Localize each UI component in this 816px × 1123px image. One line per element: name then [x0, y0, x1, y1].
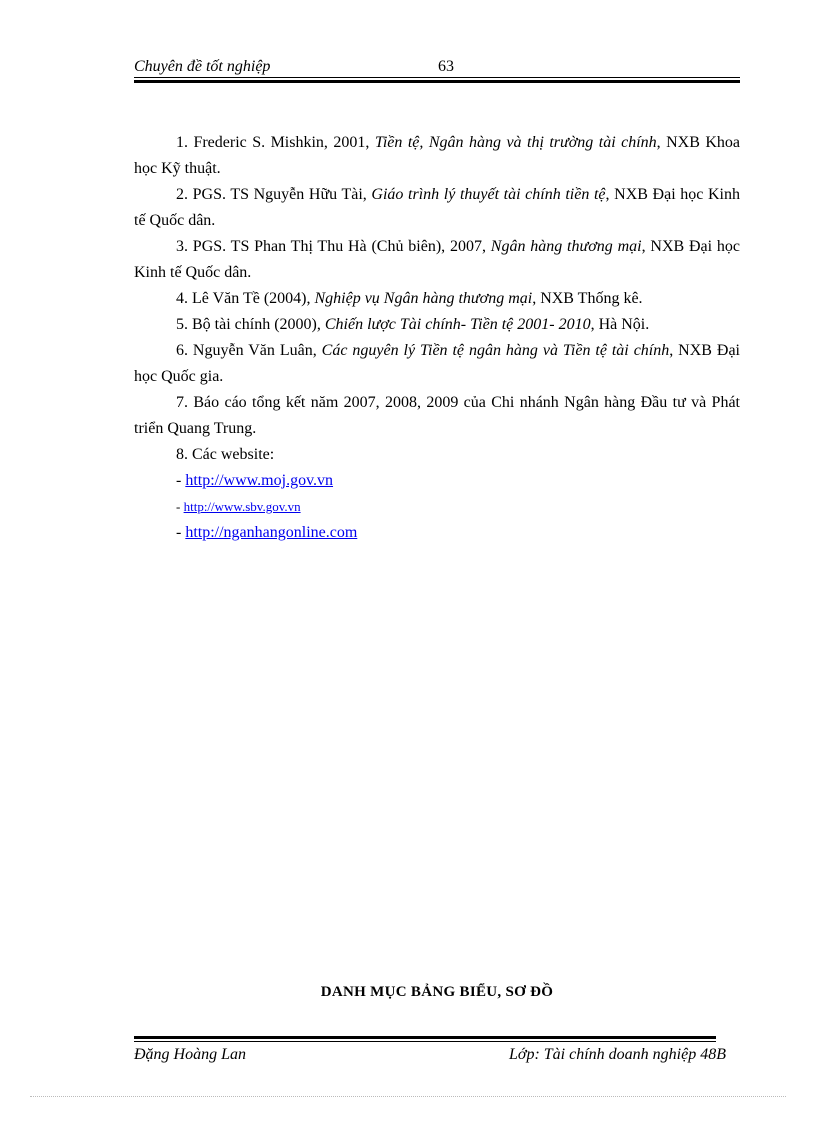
section-title: DANH MỤC BẢNG BIỂU, SƠ ĐỒ: [320, 984, 554, 1000]
website-item: - http://www.moj.gov.vn: [176, 472, 334, 489]
website-link[interactable]: http://www.sbv.gov.vn: [183, 499, 301, 514]
reference-item: 6. Nguyễn Văn Luân, Các nguyên lý Tiền tệ ngân hàng và Tiền tệ tài chính, NXB Đại học Quốc gia.: [134, 342, 741, 385]
website-item: - http://nganhangonline.com: [176, 524, 358, 541]
footer-rule-thin: [134, 1041, 716, 1042]
footer-rule-thick: [134, 1036, 716, 1039]
website-link[interactable]: http://nganhangonline.com: [185, 524, 358, 541]
reference-item: 8. Các website:: [176, 446, 275, 463]
header-rule-thin: [134, 77, 740, 78]
page-number: 63: [438, 58, 454, 75]
reference-item: 7. Báo cáo tổng kết năm 2007, 2008, 2009 của Chi nhánh Ngân hàng Đầu tư và Phát triển Quang Trung.: [134, 394, 740, 437]
document-title: Chuyên đề tốt nghiệp: [134, 58, 271, 75]
page-edge-divider: [30, 1096, 786, 1097]
page-header: [134, 56, 740, 86]
reference-item: 3. PGS. TS Phan Thị Thu Hà (Chủ biên), 2007, Ngân hàng thương mại, NXB Đại học Kinh tế Quốc dân.: [134, 238, 740, 281]
reference-item: 1. Frederic S. Mishkin, 2001, Tiền tệ, Ngân hàng và thị trường tài chính, NXB Khoa học Kỹ thuật.: [134, 134, 741, 177]
website-link[interactable]: http://www.moj.gov.vn: [185, 472, 334, 489]
reference-item: 2. PGS. TS Nguyễn Hữu Tài, Giáo trình lý thuyết tài chính tiền tệ, NXB Đại học Kinh tế Quốc dân.: [134, 186, 740, 229]
class-info: Lớp: Tài chính doanh nghiệp 48B: [509, 1046, 726, 1063]
website-item: - http://www.sbv.gov.vn: [176, 499, 301, 514]
reference-item: 4. Lê Văn Tề (2004), Nghiệp vụ Ngân hàng thương mại, NXB Thống kê.: [176, 290, 643, 307]
header-rule-thick: [134, 80, 740, 83]
author-name: Đặng Hoàng Lan: [134, 1046, 247, 1063]
reference-item: 5. Bộ tài chính (2000), Chiến lược Tài chính- Tiền tệ 2001- 2010, Hà Nội.: [176, 316, 650, 333]
reference-list: [134, 130, 740, 546]
